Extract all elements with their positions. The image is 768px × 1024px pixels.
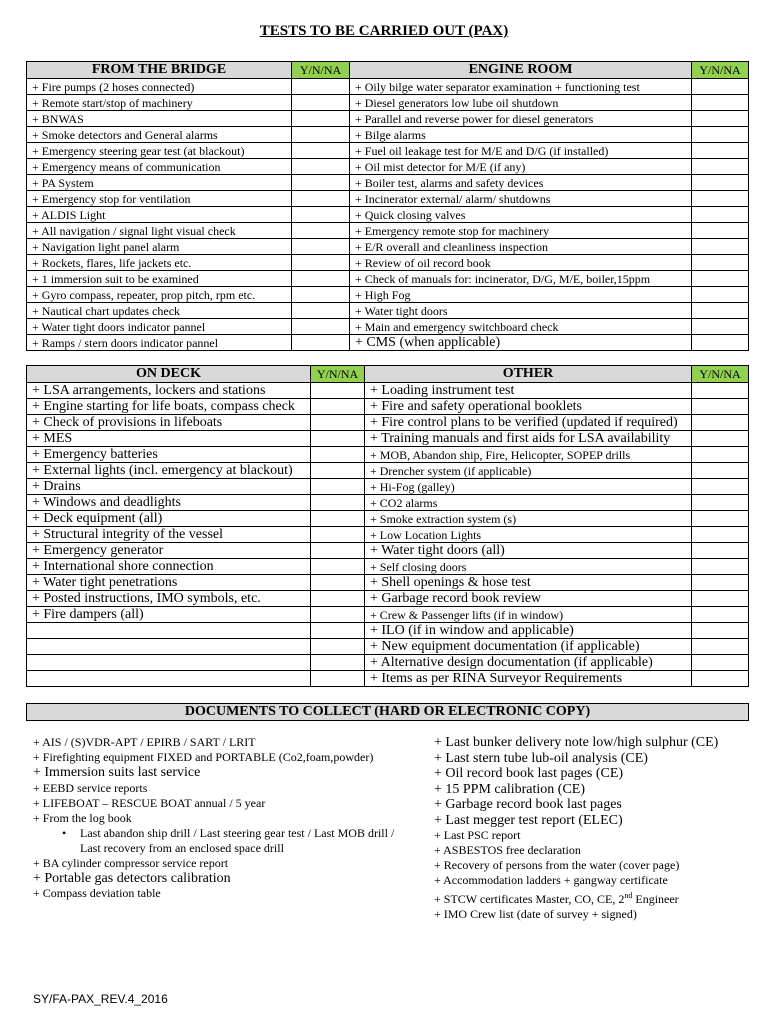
bridge-yn-cell[interactable]: [292, 239, 350, 255]
deck-yn-cell[interactable]: [311, 639, 365, 655]
engine-yn-cell[interactable]: [692, 143, 749, 159]
document-item: + LIFEBOAT – RESCUE BOAT annual / 5 year: [33, 795, 266, 810]
other-item: + Fire control plans to be verified (updated if required): [365, 415, 692, 431]
engine-item: + Emergency remote stop for machinery: [350, 223, 692, 239]
engine-yn-cell[interactable]: [692, 175, 749, 191]
deck-yn-cell[interactable]: [311, 495, 365, 511]
engine-item: + Boiler test, alarms and safety devices: [350, 175, 692, 191]
log-book-bullet: [33, 826, 423, 856]
other-yn-cell[interactable]: [692, 527, 749, 543]
engine-yn-cell[interactable]: [692, 127, 749, 143]
bridge-yn-cell[interactable]: [292, 335, 350, 351]
bridge-item: + PA System: [27, 175, 292, 191]
deck-yn-cell[interactable]: [311, 383, 365, 399]
table-row: [27, 623, 749, 639]
bridge-yn-cell[interactable]: [292, 223, 350, 239]
table-row: [27, 511, 749, 527]
engine-yn-cell[interactable]: [692, 159, 749, 175]
document-item: + Last PSC report: [434, 828, 521, 842]
engine-item: + Check of manuals for: incinerator, D/G, M/E, boiler,15ppm: [350, 271, 692, 287]
table-row: [27, 303, 749, 319]
engine-yn-cell[interactable]: [692, 191, 749, 207]
form-code: SY/FA-PAX_REV.4_2016: [33, 992, 168, 1006]
other-yn-cell[interactable]: [692, 591, 749, 607]
log-book-bullet-line-1: Last abandon ship drill / Last steering gear test / Last MOB drill /: [80, 825, 395, 840]
other-item: + Fire and safety operational booklets: [365, 399, 692, 415]
table-row: [27, 175, 749, 191]
engine-yn-cell[interactable]: [692, 223, 749, 239]
engine-yn-cell[interactable]: [692, 303, 749, 319]
other-item: + Drencher system (if applicable): [365, 463, 692, 479]
bridge-item: + Smoke detectors and General alarms: [27, 127, 292, 143]
engine-item: + Diesel generators low lube oil shutdown: [350, 95, 692, 111]
bridge-yn-cell[interactable]: [292, 111, 350, 127]
bridge-yn-cell[interactable]: [292, 127, 350, 143]
bridge-item: + All navigation / signal light visual check: [27, 223, 292, 239]
page-title: TESTS TO BE CARRIED OUT (PAX): [259, 23, 509, 39]
engine-item: + CMS (when applicable): [350, 335, 692, 351]
document-item: [434, 888, 754, 907]
bridge-item: + Emergency stop for ventilation: [27, 191, 292, 207]
deck-yn-cell[interactable]: [311, 511, 365, 527]
other-yn-cell[interactable]: [692, 383, 749, 399]
deck-item: + LSA arrangements, lockers and stations: [27, 383, 311, 399]
document-item: + Portable gas detectors calibration: [33, 870, 231, 886]
bridge-item: + Ramps / stern doors indicator pannel: [27, 335, 292, 351]
other-item: + Hi-Fog (galley): [365, 479, 692, 495]
table-row: [27, 671, 749, 687]
engine-item: + E/R overall and cleanliness inspection: [350, 239, 692, 255]
deck-item: + Emergency batteries: [27, 447, 311, 463]
other-item: + Self closing doors: [365, 559, 692, 575]
bridge-engine-table: [26, 61, 749, 351]
table-row: [27, 639, 749, 655]
other-item: + Shell openings & hose test: [365, 575, 692, 591]
table-row: [27, 591, 749, 607]
engine-item: + High Fog: [350, 287, 692, 303]
engine-item: + Incinerator external/ alarm/ shutdowns: [350, 191, 692, 207]
stcw-tail: Engineer: [632, 892, 679, 906]
deck-yn-cell[interactable]: [311, 415, 365, 431]
engine-yn-cell[interactable]: [692, 319, 749, 335]
other-yn-cell[interactable]: [692, 447, 749, 463]
table-row: [27, 79, 749, 95]
deck-yn-cell[interactable]: [311, 479, 365, 495]
document-item: + Last bunker delivery note low/high sulphur (CE): [434, 735, 719, 750]
other-yn-cell[interactable]: [692, 479, 749, 495]
other-yn-cell[interactable]: [692, 495, 749, 511]
document-item: + From the log book: [33, 810, 132, 825]
engine-item: + Oily bilge water separator examination + functioning test: [350, 79, 692, 95]
engine-item: + Water tight doors: [350, 303, 692, 319]
other-yn-cell[interactable]: [692, 623, 749, 639]
bridge-item: + Fire pumps (2 hoses connected): [27, 79, 292, 95]
deck-item: + Deck equipment (all): [27, 511, 311, 527]
bridge-yn-cell[interactable]: [292, 255, 350, 271]
other-item: + Items as per RINA Surveyor Requirements: [365, 671, 692, 687]
deck-yn-cell[interactable]: [311, 623, 365, 639]
other-yn-cell[interactable]: [692, 639, 749, 655]
table-row: [27, 159, 749, 175]
deck-item: + Windows and deadlights: [27, 495, 311, 511]
bridge-yn-cell[interactable]: [292, 271, 350, 287]
table-row: [27, 527, 749, 543]
document-item: + Firefighting equipment FIXED and PORTABLE (Co2,foam,powder): [33, 750, 374, 764]
bridge-yn-cell[interactable]: [292, 95, 350, 111]
document-item: + Immersion suits last service: [33, 765, 201, 780]
bridge-yn-cell[interactable]: [292, 175, 350, 191]
other-yn-header: Y/N/NA: [692, 366, 749, 383]
other-item: + ILO (if in window and applicable): [365, 623, 692, 639]
table-row: [27, 111, 749, 127]
other-item: + MOB, Abandon ship, Fire, Helicopter, SOPEP drills: [365, 447, 692, 463]
table-row: [27, 143, 749, 159]
table-row: [27, 479, 749, 495]
bridge-item: + Navigation light panel alarm: [27, 239, 292, 255]
bridge-yn-cell[interactable]: [292, 191, 350, 207]
bridge-header: FROM THE BRIDGE: [27, 62, 292, 79]
table-row: [27, 447, 749, 463]
engine-yn-cell[interactable]: [692, 207, 749, 223]
deck-item: + External lights (incl. emergency at blackout): [27, 463, 311, 479]
table-row: [27, 207, 749, 223]
deck-item: + Fire dampers (all): [27, 607, 311, 623]
other-yn-cell[interactable]: [692, 559, 749, 575]
table-row: [27, 95, 749, 111]
other-item: + Water tight doors (all): [365, 543, 692, 559]
table-row: [27, 495, 749, 511]
deck-other-table: [26, 365, 749, 687]
document-item: + IMO Crew list (date of survey + signed): [434, 907, 637, 921]
table-row: [27, 383, 749, 399]
document-item: + Accommodation ladders + gangway certificate: [434, 873, 668, 887]
other-yn-cell[interactable]: [692, 543, 749, 559]
deck-item: [27, 623, 311, 639]
deck-item: + Structural integrity of the vessel: [27, 527, 311, 543]
bridge-item: + 1 immersion suit to be examined: [27, 271, 292, 287]
other-yn-cell[interactable]: [692, 399, 749, 415]
deck-yn-header: Y/N/NA: [311, 366, 365, 383]
other-item: + CO2 alarms: [365, 495, 692, 511]
deck-yn-cell[interactable]: [311, 671, 365, 687]
table-row: [27, 223, 749, 239]
table-row: [27, 431, 749, 447]
deck-item: + Posted instructions, IMO symbols, etc.: [27, 591, 311, 607]
other-yn-cell[interactable]: [692, 511, 749, 527]
deck-item: [27, 639, 311, 655]
engine-yn-cell[interactable]: [692, 271, 749, 287]
engine-item: + Oil mist detector for M/E (if any): [350, 159, 692, 175]
bridge-item: + Remote start/stop of machinery: [27, 95, 292, 111]
table-row: [27, 607, 749, 623]
log-book-bullet-line-2: Last recovery from an enclosed space drill: [80, 840, 284, 855]
other-item: + Garbage record book review: [365, 591, 692, 607]
bridge-item: + Emergency means of communication: [27, 159, 292, 175]
deck-item: + Check of provisions in lifeboats: [27, 415, 311, 431]
engine-yn-header: Y/N/NA: [692, 62, 749, 79]
other-yn-cell[interactable]: [692, 415, 749, 431]
engine-item: + Fuel oil leakage test for M/E and D/G (if installed): [350, 143, 692, 159]
document-item: + AIS / (S)VDR-APT / EPIRB / SART / LRIT: [33, 735, 256, 749]
deck-item: + Water tight penetrations: [27, 575, 311, 591]
other-yn-cell[interactable]: [692, 655, 749, 671]
table-row: [27, 191, 749, 207]
bridge-item: + Rockets, flares, life jackets etc.: [27, 255, 292, 271]
deck-header: ON DECK: [27, 366, 311, 383]
table-row: [27, 559, 749, 575]
other-item: + Training manuals and first aids for LSA availability: [365, 431, 692, 447]
table-row: [27, 271, 749, 287]
other-header: OTHER: [365, 366, 692, 383]
bridge-yn-cell[interactable]: [292, 143, 350, 159]
other-item: + Crew & Passenger lifts (if in window): [365, 607, 692, 623]
deck-yn-cell[interactable]: [311, 463, 365, 479]
other-yn-cell[interactable]: [692, 671, 749, 687]
deck-yn-cell[interactable]: [311, 527, 365, 543]
deck-yn-cell[interactable]: [311, 399, 365, 415]
bridge-yn-cell[interactable]: [292, 207, 350, 223]
other-yn-cell[interactable]: [692, 607, 749, 623]
other-item: + Loading instrument test: [365, 383, 692, 399]
deck-item: + MES: [27, 431, 311, 447]
deck-item: + International shore connection: [27, 559, 311, 575]
document-item: + EEBD service reports: [33, 780, 148, 795]
deck-yn-cell[interactable]: [311, 543, 365, 559]
other-item: + New equipment documentation (if applicable): [365, 639, 692, 655]
document-item: + Recovery of persons from the water (cover page): [434, 858, 680, 872]
table-row: [27, 287, 749, 303]
table-row: [27, 127, 749, 143]
documents-left-column: [33, 735, 423, 901]
table-row: [27, 399, 749, 415]
deck-yn-cell[interactable]: [311, 575, 365, 591]
bridge-item: + Gyro compass, repeater, prop pitch, rpm etc.: [27, 287, 292, 303]
bridge-yn-cell[interactable]: [292, 319, 350, 335]
table-row: [27, 335, 749, 351]
engine-yn-cell[interactable]: [692, 255, 749, 271]
stcw-superscript: nd: [624, 891, 633, 900]
other-item: + Smoke extraction system (s): [365, 511, 692, 527]
deck-item: [27, 655, 311, 671]
document-item: + Oil record book last pages (CE): [434, 766, 624, 781]
table-row: [27, 655, 749, 671]
document-item: + Compass deviation table: [33, 886, 161, 900]
table-row: [27, 239, 749, 255]
engine-yn-cell[interactable]: [692, 335, 749, 351]
bridge-item: + Nautical chart updates check: [27, 303, 292, 319]
bridge-item: + Emergency steering gear test (at blackout): [27, 143, 292, 159]
engine-yn-cell[interactable]: [692, 95, 749, 111]
engine-yn-cell[interactable]: [692, 287, 749, 303]
engine-item: + Bilge alarms: [350, 127, 692, 143]
stcw-text: + STCW certificates Master, CO, CE, 2: [434, 892, 625, 906]
deck-yn-cell[interactable]: [311, 431, 365, 447]
deck-yn-cell[interactable]: [311, 655, 365, 671]
bridge-item: + BNWAS: [27, 111, 292, 127]
document-item: + BA cylinder compressor service report: [33, 855, 229, 870]
bullet-icon: •: [62, 825, 67, 840]
engine-item: + Quick closing valves: [350, 207, 692, 223]
document-item: + Last stern tube lub-oil analysis (CE): [434, 750, 648, 766]
other-yn-cell[interactable]: [692, 463, 749, 479]
table-row: [27, 255, 749, 271]
bridge-yn-cell[interactable]: [292, 79, 350, 95]
bridge-item: + ALDIS Light: [27, 207, 292, 223]
deck-yn-cell[interactable]: [311, 591, 365, 607]
document-item: + Garbage record book last pages: [434, 797, 622, 812]
document-item: + ASBESTOS free declaration: [434, 843, 581, 857]
other-yn-cell[interactable]: [692, 575, 749, 591]
documents-right-column: [434, 735, 754, 922]
engine-yn-cell[interactable]: [692, 79, 749, 95]
engine-yn-cell[interactable]: [692, 111, 749, 127]
bridge-yn-header: Y/N/NA: [292, 62, 350, 79]
table-row: [27, 463, 749, 479]
engine-item: + Main and emergency switchboard check: [350, 319, 692, 335]
bridge-yn-cell[interactable]: [292, 159, 350, 175]
bridge-yn-cell[interactable]: [292, 287, 350, 303]
bridge-yn-cell[interactable]: [292, 303, 350, 319]
engine-header: ENGINE ROOM: [350, 62, 692, 79]
engine-item: + Review of oil record book: [350, 255, 692, 271]
other-item: + Low Location Lights: [365, 527, 692, 543]
deck-item: + Drains: [27, 479, 311, 495]
other-item: + Alternative design documentation (if applicable): [365, 655, 692, 671]
documents-header: DOCUMENTS TO COLLECT (HARD OR ELECTRONIC COPY): [26, 703, 749, 721]
deck-yn-cell[interactable]: [311, 559, 365, 575]
document-item: + 15 PPM calibration (CE): [434, 781, 585, 797]
other-yn-cell[interactable]: [692, 431, 749, 447]
deck-yn-cell[interactable]: [311, 447, 365, 463]
table-row: [27, 319, 749, 335]
engine-yn-cell[interactable]: [692, 239, 749, 255]
table-row: [27, 415, 749, 431]
document-item: + Last megger test report (ELEC): [434, 812, 623, 828]
engine-item: + Parallel and reverse power for diesel generators: [350, 111, 692, 127]
deck-yn-cell[interactable]: [311, 607, 365, 623]
table-row: [27, 575, 749, 591]
deck-item: + Engine starting for life boats, compass check: [27, 399, 311, 415]
deck-item: [27, 671, 311, 687]
deck-item: + Emergency generator: [27, 543, 311, 559]
bridge-item: + Water tight doors indicator pannel: [27, 319, 292, 335]
table-row: [27, 543, 749, 559]
